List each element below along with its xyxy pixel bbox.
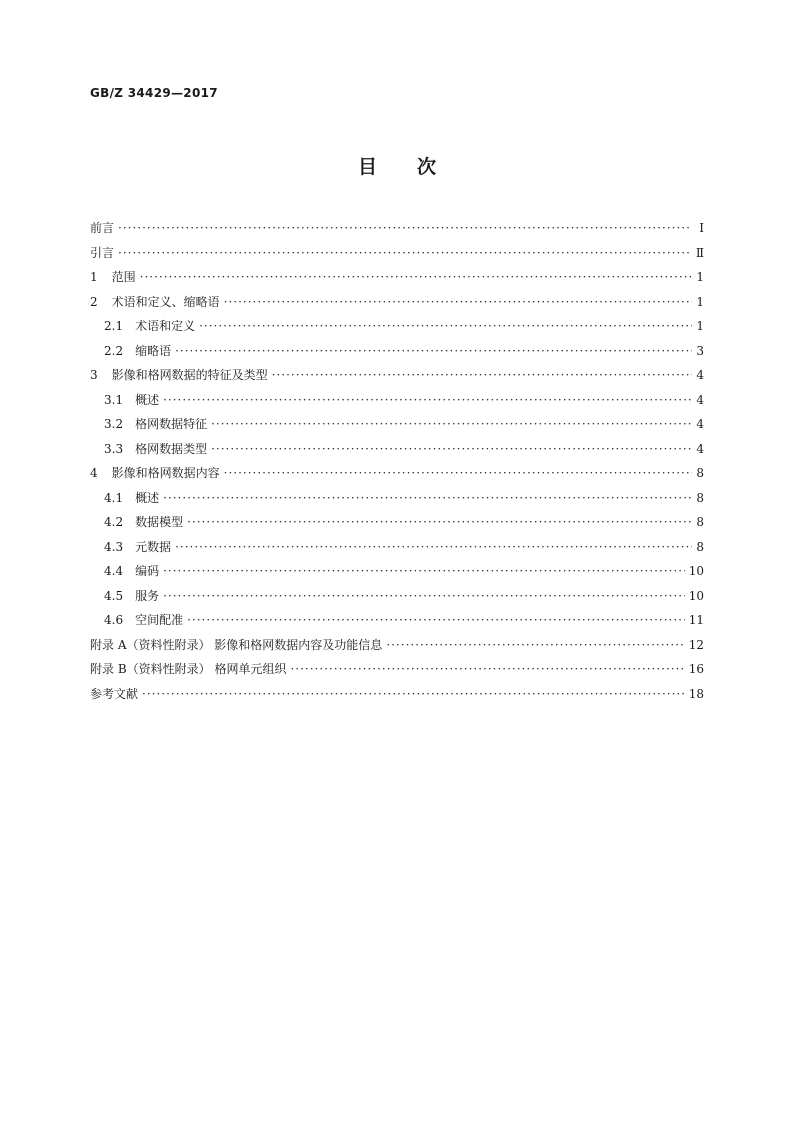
- toc-entry-page: 8: [696, 539, 704, 554]
- toc-entry-page: 3: [696, 343, 704, 358]
- toc-entry[interactable]: [90, 682, 704, 707]
- toc-entry-label: [104, 314, 195, 339]
- toc-entry[interactable]: [90, 510, 704, 535]
- table-of-contents: [90, 216, 704, 706]
- toc-dot-leader: [211, 437, 692, 462]
- toc-entry-number: 2.2: [104, 343, 124, 358]
- toc-dot-leader: [163, 584, 685, 609]
- toc-entry-number: 1: [90, 270, 98, 284]
- toc-entry-label: [90, 363, 268, 388]
- toc-entry-page: 16: [688, 662, 704, 676]
- toc-entry-page: 4: [696, 392, 704, 407]
- toc-entry-number: 4.2: [104, 515, 124, 529]
- toc-entry-label: [104, 486, 159, 511]
- toc-entry-label: [90, 216, 114, 241]
- toc-entry[interactable]: [90, 363, 704, 388]
- toc-dot-leader: [187, 608, 685, 633]
- toc-entry-label: [104, 584, 159, 609]
- toc-entry-text: 数据模型: [135, 515, 184, 529]
- toc-entry-label: [104, 388, 159, 413]
- toc-dot-leader: [175, 339, 692, 364]
- toc-entry-label: [90, 657, 286, 682]
- toc-entry[interactable]: [90, 388, 704, 413]
- toc-entry-text: 术语和定义: [135, 319, 196, 333]
- toc-entry-number: 3.2: [104, 417, 124, 431]
- toc-entry[interactable]: [90, 437, 704, 462]
- toc-entry-number: 3: [90, 368, 98, 382]
- toc-dot-leader: [140, 265, 692, 290]
- toc-entry[interactable]: [90, 412, 704, 437]
- toc-entry-page: 4: [696, 417, 704, 431]
- toc-entry-number: 4.5: [104, 588, 124, 603]
- toc-entry-label: [90, 290, 220, 315]
- toc-entry-page: 10: [688, 588, 704, 603]
- toc-entry-label: [90, 682, 138, 707]
- toc-entry[interactable]: [90, 265, 704, 290]
- toc-dot-leader: [386, 633, 684, 658]
- toc-entry-page: 1: [696, 319, 704, 333]
- toc-dot-leader: [118, 216, 692, 241]
- toc-entry[interactable]: [90, 608, 704, 633]
- toc-entry[interactable]: [90, 535, 704, 560]
- toc-entry-text: 引言: [90, 245, 115, 260]
- toc-entry[interactable]: [90, 241, 704, 266]
- toc-entry-number: 3.3: [104, 441, 124, 456]
- toc-dot-leader: [118, 241, 692, 266]
- toc-dot-leader: [175, 535, 692, 560]
- toc-entry-label: [90, 461, 220, 486]
- toc-entry-page: 12: [688, 637, 704, 652]
- toc-entry-number: 2.1: [104, 319, 124, 333]
- toc-entry-label: [104, 535, 171, 560]
- toc-entry-page: 4: [696, 368, 704, 382]
- toc-dot-leader: [142, 682, 685, 707]
- toc-entry[interactable]: [90, 461, 704, 486]
- toc-entry[interactable]: [90, 584, 704, 609]
- toc-title: 目次: [357, 156, 476, 178]
- toc-entry-text: 概述: [135, 490, 160, 505]
- toc-dot-leader: [224, 461, 692, 486]
- toc-entry-label: [104, 608, 183, 633]
- toc-entry-label: [90, 265, 136, 290]
- toc-entry-label: [104, 437, 207, 462]
- toc-entry-text: 概述: [135, 392, 160, 407]
- toc-entry-text: 格网数据类型: [135, 441, 208, 456]
- toc-dot-leader: [224, 290, 692, 315]
- toc-entry-text: 缩略语: [135, 343, 172, 358]
- toc-entry-label: [90, 241, 114, 266]
- toc-entry-page: 8: [696, 515, 704, 529]
- toc-entry-text: 附录 B（资料性附录） 格网单元组织: [90, 662, 287, 676]
- toc-entry-page: Ⅰ: [699, 221, 704, 235]
- toc-entry-text: 元数据: [135, 539, 172, 554]
- toc-entry-text: 服务: [135, 588, 160, 603]
- toc-entry[interactable]: [90, 216, 704, 241]
- toc-entry-page: 10: [688, 564, 704, 578]
- toc-entry-number: 4.6: [104, 613, 124, 627]
- toc-entry-label: [104, 339, 171, 364]
- toc-dot-leader: [272, 363, 692, 388]
- toc-entry-label: [104, 510, 183, 535]
- toc-entry-text: 格网数据特征: [135, 417, 208, 431]
- toc-dot-leader: [163, 559, 685, 584]
- toc-dot-leader: [199, 314, 692, 339]
- toc-dot-leader: [163, 388, 692, 413]
- toc-dot-leader: [211, 412, 692, 437]
- toc-entry-label: [104, 559, 159, 584]
- toc-entry-number: 4.4: [104, 564, 124, 578]
- toc-entry[interactable]: [90, 314, 704, 339]
- toc-entry-text: 前言: [90, 221, 115, 235]
- toc-entry-page: 8: [696, 466, 704, 480]
- toc-entry-text: 影像和格网数据的特征及类型: [111, 368, 268, 382]
- toc-entry[interactable]: [90, 486, 704, 511]
- toc-entry-text: 编码: [135, 564, 160, 578]
- toc-entry-page: Ⅱ: [695, 245, 704, 260]
- toc-entry-number: 4: [90, 466, 98, 480]
- toc-entry-number: 3.1: [104, 392, 124, 407]
- toc-entry-text: 术语和定义、缩略语: [111, 294, 220, 309]
- toc-entry-text: 附录 A（资料性附录） 影像和格网数据内容及功能信息: [90, 637, 383, 652]
- toc-entry-number: 2: [90, 294, 98, 309]
- toc-entry-page: 1: [696, 294, 704, 309]
- toc-dot-leader: [187, 510, 692, 535]
- toc-entry-text: 影像和格网数据内容: [111, 466, 220, 480]
- toc-entry[interactable]: [90, 339, 704, 364]
- toc-entry-number: 4.3: [104, 539, 124, 554]
- standard-code: GB/Z 34429—2017: [90, 86, 218, 100]
- toc-entry-text: 空间配准: [135, 613, 184, 627]
- toc-entry-page: 11: [688, 613, 704, 627]
- toc-entry-page: 1: [696, 270, 704, 284]
- toc-entry-page: 18: [688, 686, 704, 701]
- toc-entry-text: 参考文献: [90, 686, 139, 701]
- toc-entry-text: 范围: [111, 270, 136, 284]
- toc-entry[interactable]: [90, 559, 704, 584]
- toc-dot-leader: [163, 486, 692, 511]
- toc-entry-label: [104, 412, 207, 437]
- toc-entry-label: [90, 633, 382, 658]
- toc-entry[interactable]: [90, 657, 704, 682]
- toc-entry[interactable]: [90, 290, 704, 315]
- toc-entry-page: 4: [696, 441, 704, 456]
- toc-dot-leader: [290, 657, 684, 682]
- toc-entry-number: 4.1: [104, 490, 124, 505]
- toc-entry[interactable]: [90, 633, 704, 658]
- toc-entry-page: 8: [696, 490, 704, 505]
